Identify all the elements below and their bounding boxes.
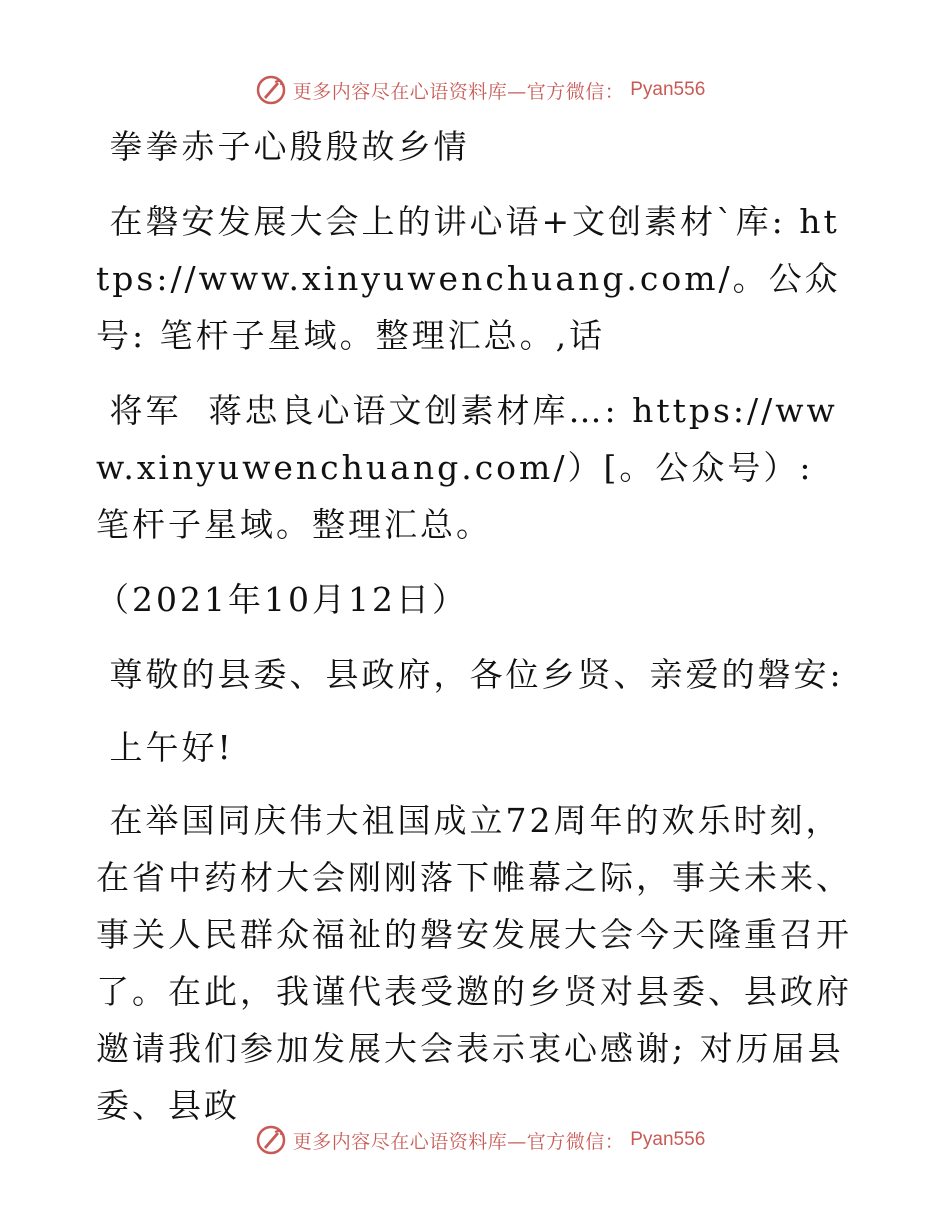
watermark-group [255, 1124, 706, 1156]
watermark-text: 更多内容尽在心语资料库—官方微信： [292, 80, 625, 103]
speech-date: （2021年10月12日） [96, 580, 468, 619]
watermark-handle: Pyan556 [630, 1129, 706, 1150]
watermark-banner-top [0, 70, 950, 110]
document-title: 拳拳赤子心殷殷故乡情 [96, 127, 470, 166]
body-paragraph: 在举国同庆伟大祖国成立72周年的欢乐时刻，在省中药材大会刚刚落下帷幕之际，事关未来、事关人民群众福祉的磐安发展大会今天隆重召开了。在此，我谨代表受邀的乡贤对县委、县政府邀请我们参加发展大会表示衷心感谢; 对历届县委、县政 [96, 801, 852, 1125]
document-body [96, 118, 856, 1134]
quill-logo-icon [255, 74, 287, 106]
watermark-banner-bottom [0, 1120, 950, 1160]
salutation: 尊敬的县委、县政府，各位乡贤、亲爱的磐安: [96, 655, 844, 694]
watermark-text: 更多内容尽在心语资料库—官方微信： [292, 1130, 625, 1153]
greeting: 上午好! [96, 728, 234, 767]
watermark-handle: Pyan556 [630, 79, 706, 100]
quill-logo-icon [255, 1124, 287, 1156]
paragraph-speaker: 将军 蒋忠良心语文创素材库…: https://www.xinyuwenchuang.com/）[。公众号）: 笔杆子星域。整理汇总。 [96, 391, 838, 544]
paragraph-speech-title: 在磐安发展大会上的讲心语+文创素材`库: https://www.xinyuwenchuang.com/。公众号: 笔杆子星域。整理汇总。,话 [96, 202, 841, 355]
watermark-group [255, 74, 706, 106]
